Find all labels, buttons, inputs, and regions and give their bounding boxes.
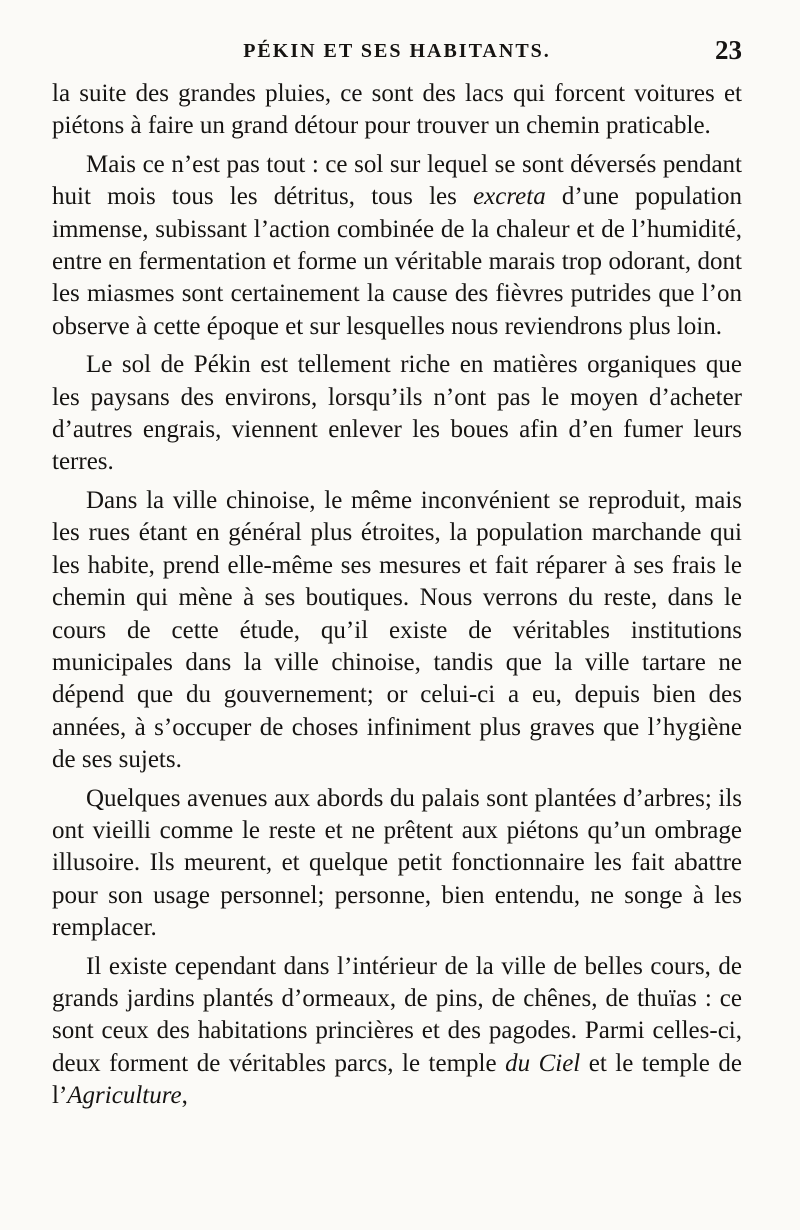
paragraph-3: Le sol de Pékin est tellement riche en matières organiques que les paysans des environs, lorsqu’ils n’ont pas le moyen d’acheter d’autres engrais, viennent enlever les boues afin d’en fumer leurs terres. xyxy=(52,351,742,476)
running-title: PÉKIN ET SES HABITANTS. xyxy=(243,40,551,62)
paragraph-6-emphasis-1: du Ciel xyxy=(505,1049,581,1077)
paragraph-4: Dans la ville chinoise, le même inconvénient se reproduit, mais les rues étant en général plus étroites, la population marchande qui les habite, prend elle-même ses mesures et fait réparer à ses frais le chemin qui mène à ses boutiques. Nous verrons du reste, dans le cours de cette étude, qu’il existe de véritables institutions municipales dans la ville chinoise, tandis que la ville tartare ne dépend que du gouvernement; or celui-ci a eu, depuis bien des années, à s’occuper de choses infiniment plus graves que l’hygiène de ses sujets. xyxy=(52,486,742,774)
body-text xyxy=(52,78,742,1119)
page-number: 23 xyxy=(715,35,742,65)
paragraph-6-part-c: , xyxy=(181,1082,188,1110)
paragraph-5: Quelques avenues aux abords du palais sont plantées d’arbres; ils ont vieilli comme le reste et ne prêtent aux piétons qu’un ombrage illusoire. Ils meurent, et quelque petit fonctionnaire les fait abattre pour son usage personnel; personne, bien entendu, ne songe à les remplacer. xyxy=(52,784,742,942)
paragraph-2-part-a: Mais ce n’est pas tout : ce sol sur lequel se sont déversés pendant huit mois tous les détritus, tous les xyxy=(52,150,742,211)
paragraph-6-emphasis-2: Agriculture xyxy=(67,1082,182,1110)
paragraph-2 xyxy=(52,149,742,343)
paragraph-6 xyxy=(52,951,742,1113)
paragraph-6-part-b: et le temple de l’ xyxy=(52,1049,742,1110)
running-head xyxy=(52,35,742,70)
paragraph-1: la suite des grandes pluies, ce sont des lacs qui forcent voitures et piétons à faire un grand détour pour trouver un chemin praticable. xyxy=(52,80,742,140)
paragraph-2-emphasis: excreta xyxy=(473,183,546,211)
paragraph-2-part-b: d’une population immense, subissant l’action combinée de la chaleur et de l’humidité, entre en fermentation et forme un véritable marais trop odorant, dont les miasmes sont certainement la cause des fièvres putrides que l’on observe à cette époque et sur lesquelles nous reviendrons plus loin. xyxy=(52,183,742,340)
paragraph-6-part-a: Il existe cependant dans l’intérieur de la ville de belles cours, de grands jardins plantés d’ormeaux, de pins, de chênes, de thuïas : ce sont ceux des habitations princières et des pagodes. Parmi celles-ci, deux forment de véritables parcs, le temple xyxy=(52,952,742,1077)
